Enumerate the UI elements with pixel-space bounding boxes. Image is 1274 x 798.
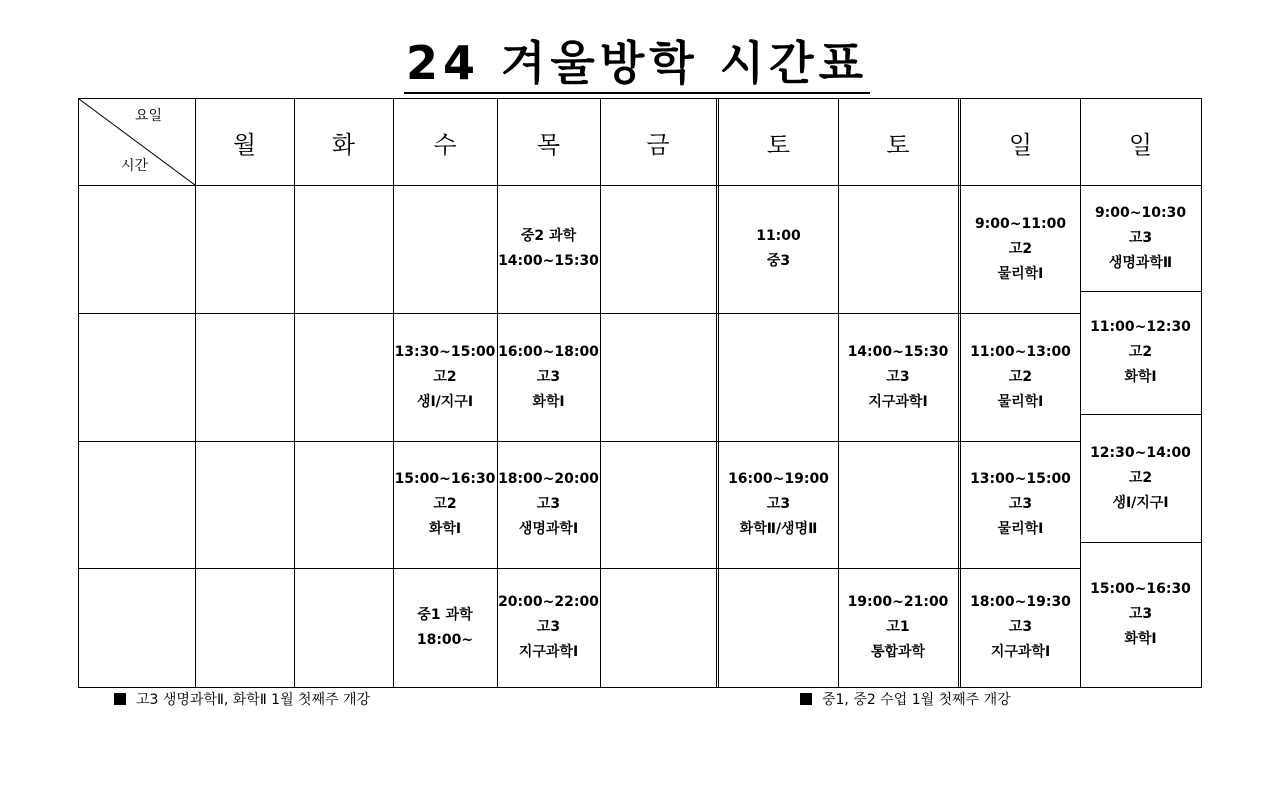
class-subject: 화학Ⅰ — [1124, 369, 1157, 385]
class-cell — [961, 313, 1080, 441]
day-header-sun-1: 일 — [1008, 130, 1033, 159]
class-grade: 중3 — [766, 253, 791, 269]
corner-time-label: 시간 — [121, 158, 149, 174]
class-cell — [961, 568, 1080, 687]
class-subject: 화학Ⅰ — [1124, 631, 1157, 647]
class-time: 15:00~16:30 — [1090, 581, 1191, 597]
class-time: 18:00~19:30 — [970, 594, 1071, 610]
class-cell — [1080, 414, 1201, 542]
class-cell — [393, 441, 497, 568]
class-grade: 고3 — [766, 496, 791, 512]
class-grade: 고3 — [1128, 606, 1153, 622]
day-header-wed: 수 — [433, 130, 457, 159]
note-right — [800, 688, 1011, 712]
timetable-grid — [78, 98, 1202, 688]
class-cell — [838, 568, 958, 687]
class-subject: 생명과학Ⅱ — [1108, 254, 1173, 271]
class-grade: 고3 — [1008, 619, 1033, 635]
class-subject: 물리학Ⅰ — [997, 265, 1044, 282]
class-subject: 지구과학Ⅰ — [868, 393, 928, 410]
timetable-title — [0, 34, 1274, 96]
day-header-tue: 화 — [331, 130, 356, 159]
note-right-text: 중1, 중2 수업 1월 첫째주 개강 — [822, 692, 1011, 708]
class-grade: 고2 — [1008, 240, 1033, 257]
title-text: 24 겨울방학 시간표 — [404, 34, 870, 94]
class-grade: 고2 — [433, 496, 457, 512]
class-grade: 고1 — [886, 619, 910, 635]
class-time: 9:00~11:00 — [974, 215, 1067, 232]
class-time: 14:00~15:30 — [498, 253, 599, 269]
class-time: 13:30~15:00 — [394, 343, 496, 360]
class-cell — [1080, 291, 1201, 414]
class-subject: 생Ⅰ/지구Ⅰ — [416, 393, 474, 410]
class-subject: 중2 과학 — [520, 228, 577, 244]
class-cell — [961, 185, 1080, 313]
class-grade: 고3 — [536, 496, 561, 512]
class-time: 11:00 — [756, 228, 801, 244]
column-divider — [195, 99, 196, 687]
class-time: 11:00~13:00 — [970, 343, 1071, 360]
class-cell — [497, 185, 600, 313]
class-subject: 지구과학Ⅰ — [518, 644, 579, 660]
class-cell — [961, 441, 1080, 568]
note-left-text: 고3 생명과학Ⅱ, 화학Ⅱ 1월 첫째주 개강 — [136, 692, 371, 708]
class-time: 18:00~20:00 — [498, 471, 599, 487]
class-cell — [393, 313, 497, 441]
class-subject: 물리학Ⅰ — [997, 393, 1044, 410]
class-time: 14:00~15:30 — [847, 343, 949, 360]
column-divider — [294, 99, 295, 687]
day-header-thu: 목 — [536, 130, 561, 159]
class-grade: 고3 — [886, 368, 910, 385]
class-subject: 중1 과학 — [417, 606, 473, 623]
day-header-sat-1: 토 — [766, 130, 791, 159]
class-cell — [497, 313, 600, 441]
corner-day-label: 요일 — [135, 108, 163, 124]
class-subject: 물리학Ⅰ — [997, 521, 1044, 537]
class-grade: 고2 — [1008, 368, 1033, 385]
class-grade: 고3 — [1008, 496, 1033, 512]
class-cell — [1080, 185, 1201, 291]
class-grade: 고2 — [1128, 469, 1153, 486]
day-header-mon: 월 — [232, 130, 257, 159]
class-cell — [719, 441, 838, 568]
class-subject: 생명과학Ⅰ — [518, 521, 579, 537]
class-time: 12:30~14:00 — [1090, 444, 1191, 461]
class-cell — [1080, 542, 1201, 687]
day-header-sun-2: 일 — [1128, 130, 1153, 159]
class-time: 9:00~10:30 — [1094, 204, 1187, 221]
class-cell — [719, 185, 838, 313]
class-cell — [497, 568, 600, 687]
class-subject: 통합과학 — [870, 644, 926, 660]
class-time: 19:00~21:00 — [847, 594, 949, 610]
class-time: 16:00~19:00 — [728, 471, 829, 487]
class-time: 18:00~ — [416, 631, 474, 648]
class-grade: 고2 — [1128, 344, 1153, 360]
class-time: 11:00~12:30 — [1090, 319, 1191, 335]
class-cell — [497, 441, 600, 568]
class-grade: 고3 — [536, 368, 561, 385]
class-subject: 화학Ⅰ — [532, 393, 565, 410]
class-time: 20:00~22:00 — [498, 594, 599, 610]
class-grade: 고3 — [1128, 229, 1153, 246]
square-bullet-icon — [800, 693, 812, 705]
class-subject: 화학Ⅱ/생명Ⅱ — [739, 521, 818, 537]
column-divider — [600, 99, 601, 687]
day-header-fri: 금 — [646, 130, 670, 159]
class-grade: 고2 — [433, 368, 457, 385]
class-cell — [393, 568, 497, 687]
class-subject: 지구과학Ⅰ — [990, 644, 1051, 660]
class-subject: 화학Ⅰ — [428, 521, 462, 537]
day-header-sat-2: 토 — [886, 130, 910, 159]
class-grade: 고3 — [536, 619, 561, 635]
note-left — [114, 688, 370, 712]
class-time: 16:00~18:00 — [498, 343, 599, 360]
class-subject: 생Ⅰ/지구Ⅰ — [1112, 494, 1169, 511]
square-bullet-icon — [114, 693, 126, 705]
class-time: 13:00~15:00 — [970, 471, 1071, 487]
class-cell — [838, 313, 958, 441]
class-time: 15:00~16:30 — [394, 471, 496, 487]
